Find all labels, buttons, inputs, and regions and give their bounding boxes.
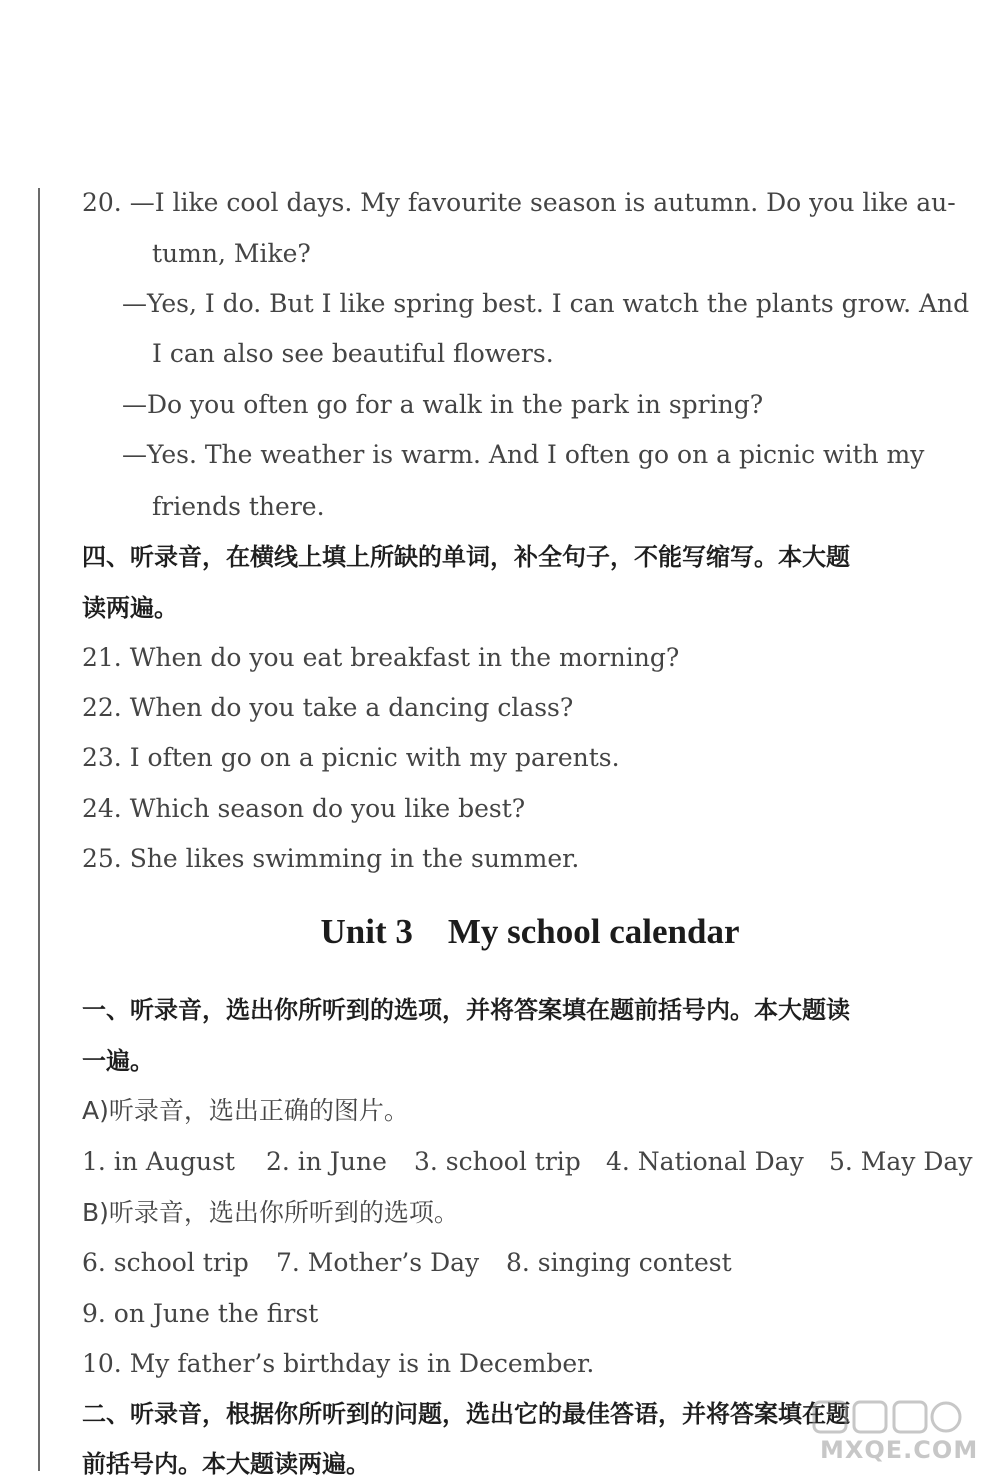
unit-title: Unit 3 My school calendar (320, 912, 740, 951)
page-margin-rule (38, 188, 40, 1471)
a-item-1: 1. in August (82, 1147, 235, 1176)
q23: 23. I often go on a picnic with my parents. (82, 743, 620, 772)
b-item-10: 10. My father’s birthday is in December. (82, 1349, 595, 1378)
part-2-heading: 二、听录音，根据你所听到的问题，选出它的最佳答语，并将答案填在题 (82, 1400, 850, 1428)
q20-line-5: —Do you often go for a walk in the park in spring? (122, 390, 764, 419)
q21: 21. When do you eat breakfast in the morning? (82, 643, 680, 672)
q20-line-1: 20. —I like cool days. My favourite season is autumn. Do you like au- (82, 188, 956, 217)
part-1-sub-b: B)听录音，选出你所听到的选项。 (82, 1198, 459, 1227)
q20-line-2: tumn, Mike? (152, 239, 311, 268)
part-1-heading: 一、听录音，选出你所听到的选项，并将答案填在题前括号内。本大题读 (82, 996, 850, 1024)
b-item-7: 7. Mother’s Day (276, 1248, 480, 1277)
q24: 24. Which season do you like best? (82, 794, 526, 823)
q20-line-3: —Yes, I do. But I like spring best. I can watch the plants grow. And (122, 289, 970, 318)
q20-line-6: —Yes. The weather is warm. And I often go on a picnic with my (122, 440, 925, 469)
q20-line-4: I can also see beautiful flowers. (152, 339, 554, 368)
a-item-5: 5. May Day (829, 1147, 973, 1176)
a-item-2: 2. in June (266, 1147, 387, 1176)
part-1-heading-cont: 一遍。 (82, 1047, 154, 1075)
a-item-4: 4. National Day (606, 1147, 804, 1176)
part-1-sub-a: A)听录音，选出正确的图片。 (82, 1096, 409, 1125)
a-item-3: 3. school trip (414, 1147, 581, 1176)
part-2-heading-cont: 前括号内。本大题读两遍。 (82, 1450, 370, 1478)
watermark-emblem-icon (812, 1396, 962, 1438)
section-4-heading-cont: 读两遍。 (82, 594, 178, 622)
b-item-9: 9. on June the first (82, 1299, 319, 1328)
section-4-heading: 四、听录音，在横线上填上所缺的单词，补全句子，不能写缩写。本大题 (82, 543, 850, 571)
q25: 25. She likes swimming in the summer. (82, 844, 580, 873)
watermark-logo (782, 1392, 982, 1466)
b-item-6: 6. school trip (82, 1248, 249, 1277)
q20-line-7: friends there. (152, 492, 325, 521)
q22: 22. When do you take a dancing class? (82, 693, 574, 722)
watermark-text: MXQE.COM (820, 1436, 979, 1464)
b-item-8: 8. singing contest (506, 1248, 732, 1277)
